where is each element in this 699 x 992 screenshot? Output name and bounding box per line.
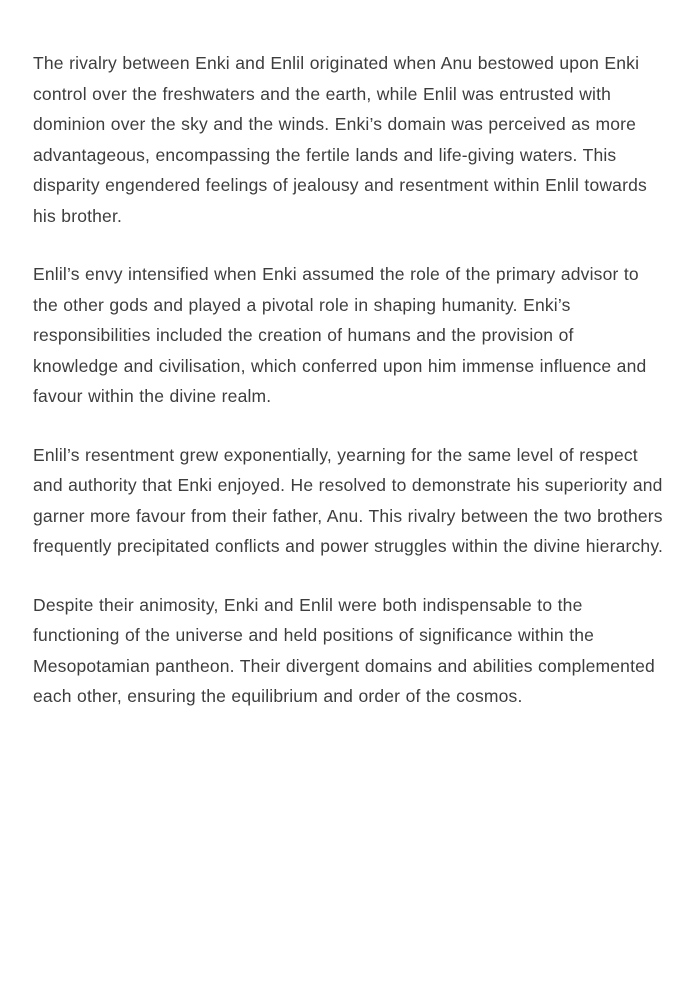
paragraph-3: Enlil’s resentment grew exponentially, yearning for the same level of respect and authority that Enki enjoyed. He resolved to demonstrate his superiority and garner more favour from their father, Anu. This rivalry between the two brothers frequently precipitated conflicts and power struggles within the divine hierarchy.: [33, 444, 663, 556]
paragraph-2: Enlil’s envy intensified when Enki assumed the role of the primary advisor to the other gods and played a pivotal role in shaping humanity. Enki’s responsibilities included the creation of humans and the provision of knowledge and civilisation, which conferred upon him immense influence and favour within the divine realm.: [33, 264, 647, 406]
paragraph-4: Despite their animosity, Enki and Enlil were both indispensable to the functioning of the universe and held positions of significance within the Mesopotamian pantheon. Their divergent domains and abilities complemented each other, ensuring the equilibrium and order of the cosmos.: [33, 594, 655, 706]
article-body: [33, 48, 663, 712]
paragraph-1: The rivalry between Enki and Enlil originated when Anu bestowed upon Enki control over the freshwaters and the earth, while Enlil was entrusted with dominion over the sky and the winds. Enki’s domain was perceived as more advantageous, encompassing the fertile lands and life-giving waters. This disparity engendered feelings of jealousy and resentment within Enlil towards his brother.: [33, 53, 647, 226]
